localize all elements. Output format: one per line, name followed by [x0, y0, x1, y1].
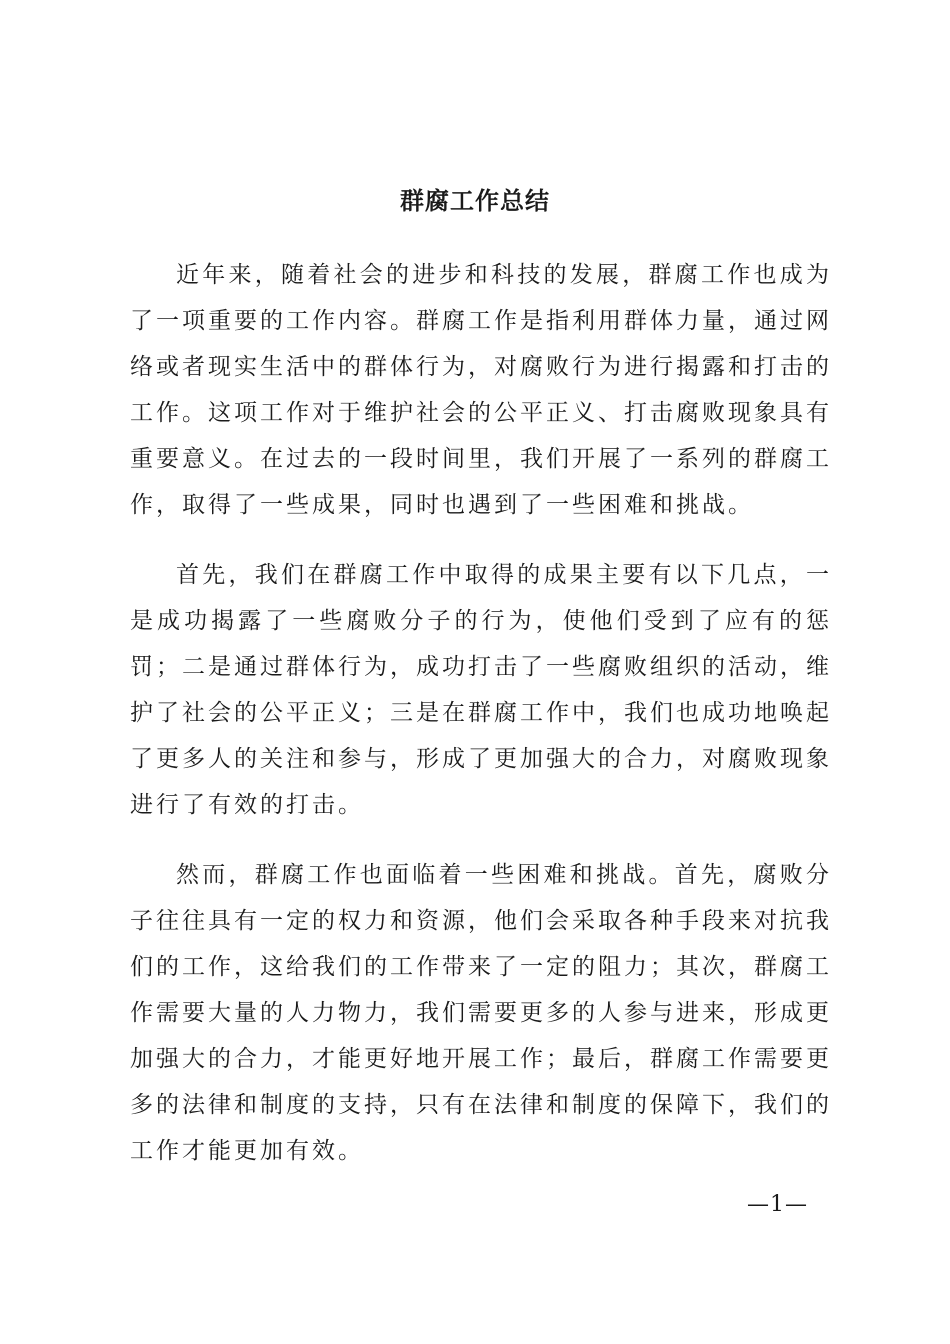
- paragraph-3: 然而，群腐工作也面临着一些困难和挑战。首先，腐败分子往往具有一定的权力和资源，他们会采取各种手段来对抗我们的工作，这给我们的工作带来了一定的阻力；其次，群腐工作需要大量的人力物力，我们需要更多的人参与进来，形成更加强大的合力，才能更好地开展工作；最后，群腐工作需要更多的法律和制度的支持，只有在法律和制度的保障下，我们的工作才能更加有效。: [130, 862, 832, 1164]
- paragraph-2: 首先，我们在群腐工作中取得的成果主要有以下几点，一是成功揭露了一些腐败分子的行为，使他们受到了应有的惩罚；二是通过群体行为，成功打击了一些腐败组织的活动，维护了社会的公平正义；三是在群腐工作中，我们也成功地唤起了更多人的关注和参与，形成了更加强大的合力，对腐败现象进行了有效的打击。: [130, 562, 832, 818]
- paragraph-1: 近年来，随着社会的进步和科技的发展，群腐工作也成为了一项重要的工作内容。群腐工作是指利用群体力量，通过网络或者现实生活中的群体行为，对腐败行为进行揭露和打击的工作。这项工作对于维护社会的公平正义、打击腐败现象具有重要意义。在过去的一段时间里，我们开展了一系列的群腐工作，取得了一些成果，同时也遇到了一些困难和挑战。: [130, 262, 832, 518]
- page-number: —1—: [747, 1192, 808, 1217]
- document-title: 群腐工作总结: [400, 186, 550, 215]
- document-body: [130, 252, 832, 1198]
